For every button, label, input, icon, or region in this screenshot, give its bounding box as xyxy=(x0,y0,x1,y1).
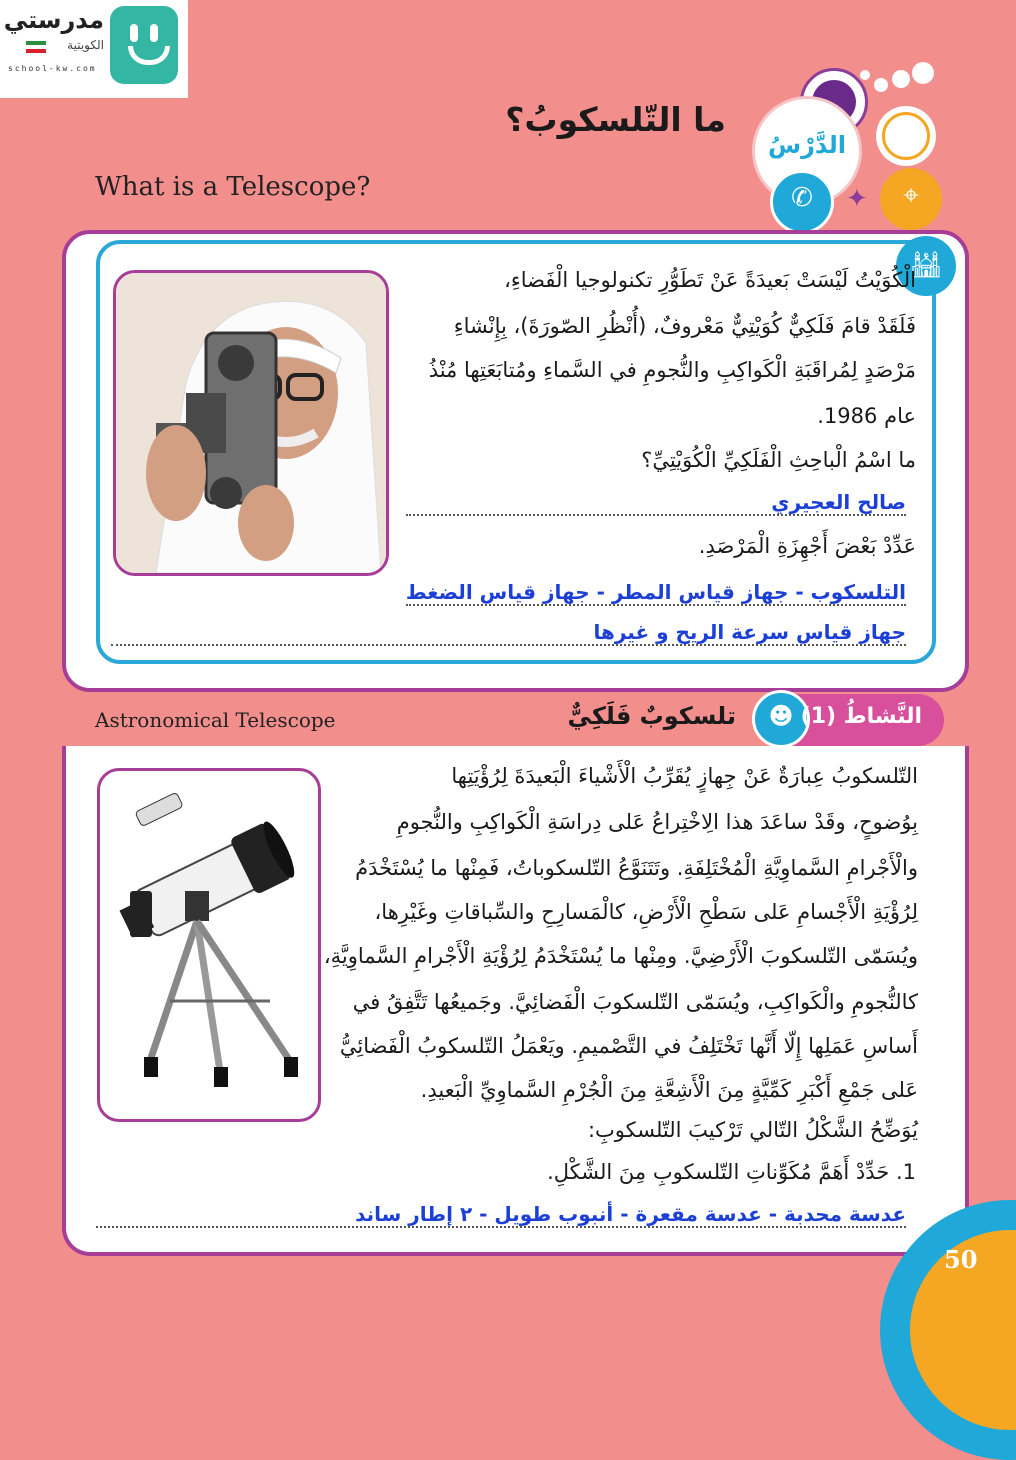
phone-icon: ✆ xyxy=(770,170,834,234)
intro-line-1: الْكُوَيْتُ لَيْسَتْ بَعيدَةً عَنْ تَطَوُّرِ تكنولوجيا الْفَضاءِ، xyxy=(504,268,916,292)
intro-line-4: عام 1986. xyxy=(817,404,916,428)
telescope-icon: ⌖ xyxy=(880,168,942,230)
page-title-english: What is a Telescope? xyxy=(95,172,371,202)
activity-title-english: Astronomical Telescope xyxy=(95,708,336,732)
reading-child-icon: ☻ xyxy=(752,690,810,748)
logo-subtitle: الكويتية xyxy=(67,38,104,52)
site-logo xyxy=(0,0,188,98)
answer-2-line-2[interactable]: جهاز قياس سرعة الريح و غيرها xyxy=(111,620,906,646)
answer-2-line-1[interactable]: التلسكوب - جهاز قياس المطر - جهاز قياس الضغط xyxy=(405,580,906,604)
paragraph-line-7: أَساسِ عَمَلِها إِلّا أَنَّها تَخْتَلِفُ في التَّصْميمِ. ويَعْمَلُ التّلسكوبُ الْفَضائِيُّ xyxy=(339,1034,918,1058)
telescope-photo xyxy=(97,768,321,1122)
mosque-icon: 🕌︎ xyxy=(896,236,956,296)
satellite-dish-icon xyxy=(876,106,936,166)
intro-line-2: فَلَقَدْ قامَ فَلَكِيٌّ كُوَيْتِيٌّ مَعْروفٌ، (أُنْظُرِ الصّورَةَ)، بِإِنْشاءِ xyxy=(453,314,916,338)
activity-answer-1[interactable]: عدسة محدبة - عدسة مقعرة - أنبوب طويل - ٢ إطار ساند xyxy=(96,1202,906,1228)
astronomer-photo xyxy=(113,270,389,576)
page-title-arabic: ما التّلسكوبُ؟ xyxy=(505,100,726,139)
activity-question-1: 1. حَدِّدْ أَهَمَّ مُكَوِّناتِ التّلسكوبِ مِنَ الشَّكْلِ. xyxy=(547,1160,916,1184)
logo-brand: مدرستي xyxy=(3,6,104,34)
logo-url: school-kw.com xyxy=(8,64,97,73)
logo-mark-icon xyxy=(110,6,178,84)
paragraph-line-6: كالنُّجومِ والْكَواكِبِ، ويُسَمّى التّلسكوبَ الْفَضائِيَّ. وجَميعُها تَتَّفِقُ في xyxy=(352,990,918,1014)
kuwait-flag-icon xyxy=(26,41,46,53)
answer-1[interactable]: صالح العجيري xyxy=(406,490,906,516)
diagram-instruction: يُوَضِّحُ الشَّكْلُ التّالي تَرْكيبَ التّلسكوبِ: xyxy=(587,1118,918,1142)
intro-line-3: مَرْصَدٍ لِمُراقَبَةِ الْكَواكِبِ والنُّجومِ في السَّماءِ ومُتابَعَتِها مُنْذُ xyxy=(428,358,916,382)
sparkle-icon: ✦ xyxy=(846,184,868,214)
question-1: ما اسْمُ الْباحِثِ الْفَلَكِيِّ الْكُوَيْتِيِّ؟ xyxy=(641,448,916,472)
paragraph-line-8: عَلى جَمْعِ أَكْبَرِ كَمِّيَّةٍ مِنَ الْأَشِعَّةِ مِنَ الْجُرْمِ السَّماوِيِّ الْبَعيدِ. xyxy=(420,1078,918,1102)
paragraph-line-5: ويُسَمّى التّلسكوبَ الْأَرْضِيَّ. ومِنْها ما يُسْتَخْدَمُ لِرُؤْيَةِ الْأَجْرامِ السَّماوِيَّةِ، xyxy=(323,944,918,968)
activity-title-arabic: تلسكوبٌ فَلَكِيٌّ xyxy=(567,702,736,730)
paragraph-line-2: بِوُضوحٍ، وقَدْ ساعَدَ هذا الِاخْتِراعُ عَلى دِراسَةِ الْكَواكِبِ والنُّجومِ xyxy=(396,810,918,834)
paragraph-line-4: لِرُؤْيَةِ الْأَجْسامِ عَلى سَطْحِ الْأَرْضِ، كالْمَسارِحِ والسِّباقاتِ وغَيْرِها، xyxy=(374,900,918,924)
activity-label: النَّشاطُ (1) xyxy=(800,704,922,729)
paragraph-line-1: التّلسكوبُ عِبارَةٌ عَنْ جِهازٍ يُقَرِّبُ الْأَشْياءَ الْبَعيدَةَ لِرُؤْيَتِها xyxy=(451,764,918,788)
activity-badge xyxy=(754,694,944,746)
page-number: 50 xyxy=(944,1245,978,1274)
paragraph-line-3: والْأَجْرامِ السَّماوِيَّةِ الْمُخْتَلِفَةِ. وتَتَنَوَّعُ التّلسكوباتُ، فَمِنْها ما يُسْتَخْدَمُ xyxy=(355,856,918,880)
question-2: عَدِّدْ بَعْضَ أَجْهِزَةِ الْمَرْصَدِ. xyxy=(698,534,916,558)
lesson-label: الدَّرْسُ xyxy=(767,131,847,159)
